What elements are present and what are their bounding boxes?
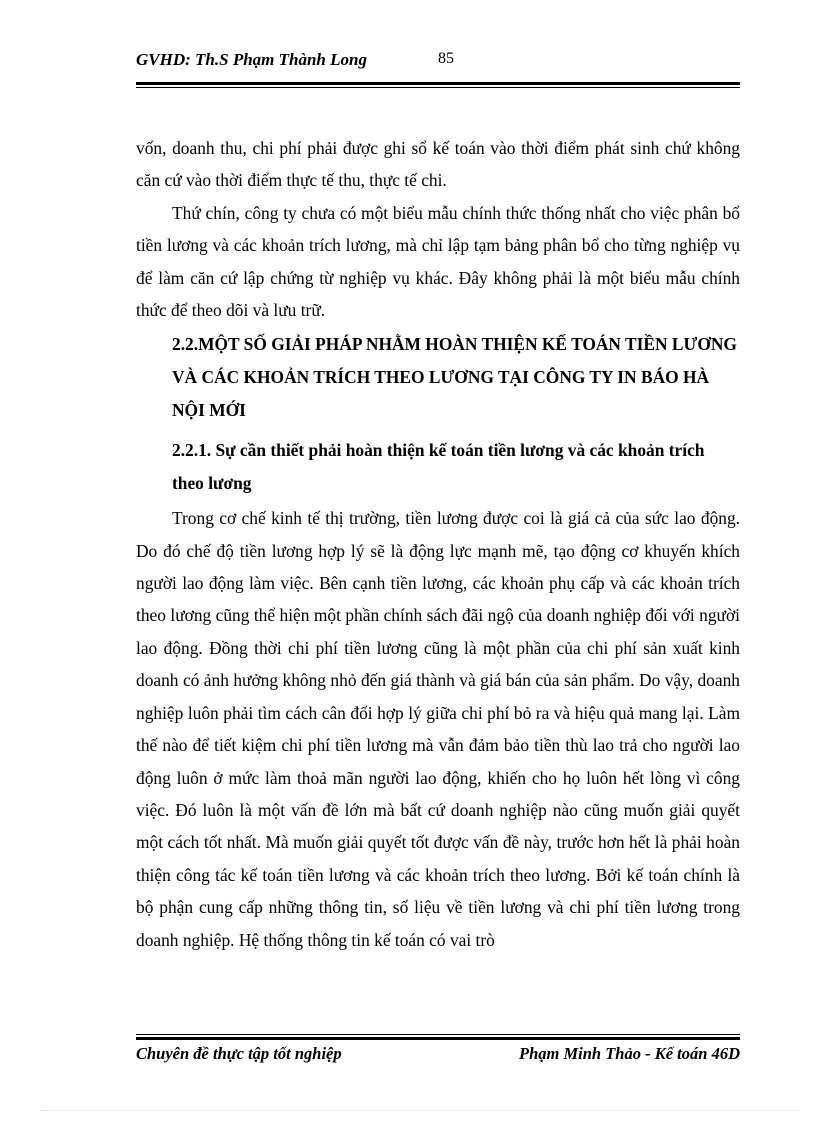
paragraph-thu-chin: Thứ chín, công ty chưa có một biểu mẫu chính thức thống nhất cho việc phân bổ tiền lương và các khoản trích lương, mà chỉ lập tạm bảng phân bổ cho từng nghiệp vụ để làm căn cứ lập chứng từ nghiệp vụ khác. Đây không phải là một biểu mẫu chính thức để theo dõi và lưu trữ. (136, 202, 740, 321)
header-page-number: 85 (438, 50, 454, 67)
header-rule-thick (136, 82, 740, 85)
footer-rule-thick (136, 1037, 740, 1040)
section-heading-2-2: 2.2.MỘT SỐ GIẢI PHÁP NHẰM HOÀN THIỆN KẾ TOÁN TIỀN LƯƠNG VÀ CÁC KHOẢN TRÍCH THEO LƯƠNG TẠI CÔNG TY IN BÁO HÀ NỘI MỚI (172, 334, 737, 421)
header-supervisor: GVHD: Th.S Phạm Thành Long (136, 50, 367, 69)
footer-title: Chuyên đề thực tập tốt nghiệp (136, 1044, 342, 1063)
subsection-heading-2-2-1: 2.2.1. Sự cần thiết phải hoàn thiện kế toán tiền lương và các khoản trích theo lương (172, 440, 705, 493)
footer-rule-thin (136, 1034, 740, 1035)
page-footer (136, 1044, 740, 1068)
paragraph-trong-co-che: Trong cơ chế kinh tế thị trường, tiền lương được coi là giá cả của sức lao động. Do đó chế độ tiền lương hợp lý sẽ là động lực mạnh mẽ, tạo động cơ khuyến khích người lao động làm việc. Bên cạnh tiền lương, các khoản phụ cấp và các khoản trích theo lương cũng thể hiện một phần chính sách đãi ngộ của doanh nghiệp đối với người lao động. Đồng thời chi phí tiền lương cũng là một phần của chi phí sản xuất kinh doanh có ảnh hưởng không nhỏ đến giá thành và giá bán của sản phẩm. Do vậy, doanh nghiệp luôn phải tìm cách cân đối hợp lý giữa chi phí bỏ ra và hiệu quả mang lại. Làm thế nào để tiết kiệm chi phí tiền lương mà vẫn đảm bảo tiền thù lao trả cho người lao động luôn ở mức làm thoả mãn người lao động, khiến cho họ luôn hết lòng vì công việc. Đó luôn là một vấn đề lớn mà bất cứ doanh nghiệp nào cũng muốn giải quyết một cách tốt nhất. Mà muốn giải quyết tốt được vấn đề này, trước hơn hết là phải hoàn thiện công tác kế toán tiền lương và các khoản trích theo lương. Bởi kế toán chính là bộ phận cung cấp những thông tin, số liệu về tiền lương và chi phí tiền lương trong doanh nghiệp. Hệ thống thông tin kế toán có vai trò (136, 508, 740, 950)
header-rule-thin (136, 87, 740, 88)
page-header (136, 50, 740, 72)
page-edge-divider (40, 1110, 800, 1111)
footer-author: Phạm Minh Thảo - Kế toán 46D (519, 1044, 740, 1063)
page-body (136, 132, 740, 956)
paragraph-continuation: vốn, doanh thu, chi phí phải được ghi sổ kế toán vào thời điểm phát sinh chứ không căn cứ vào thời điểm thực tế thu, thực tế chi. (136, 138, 740, 191)
